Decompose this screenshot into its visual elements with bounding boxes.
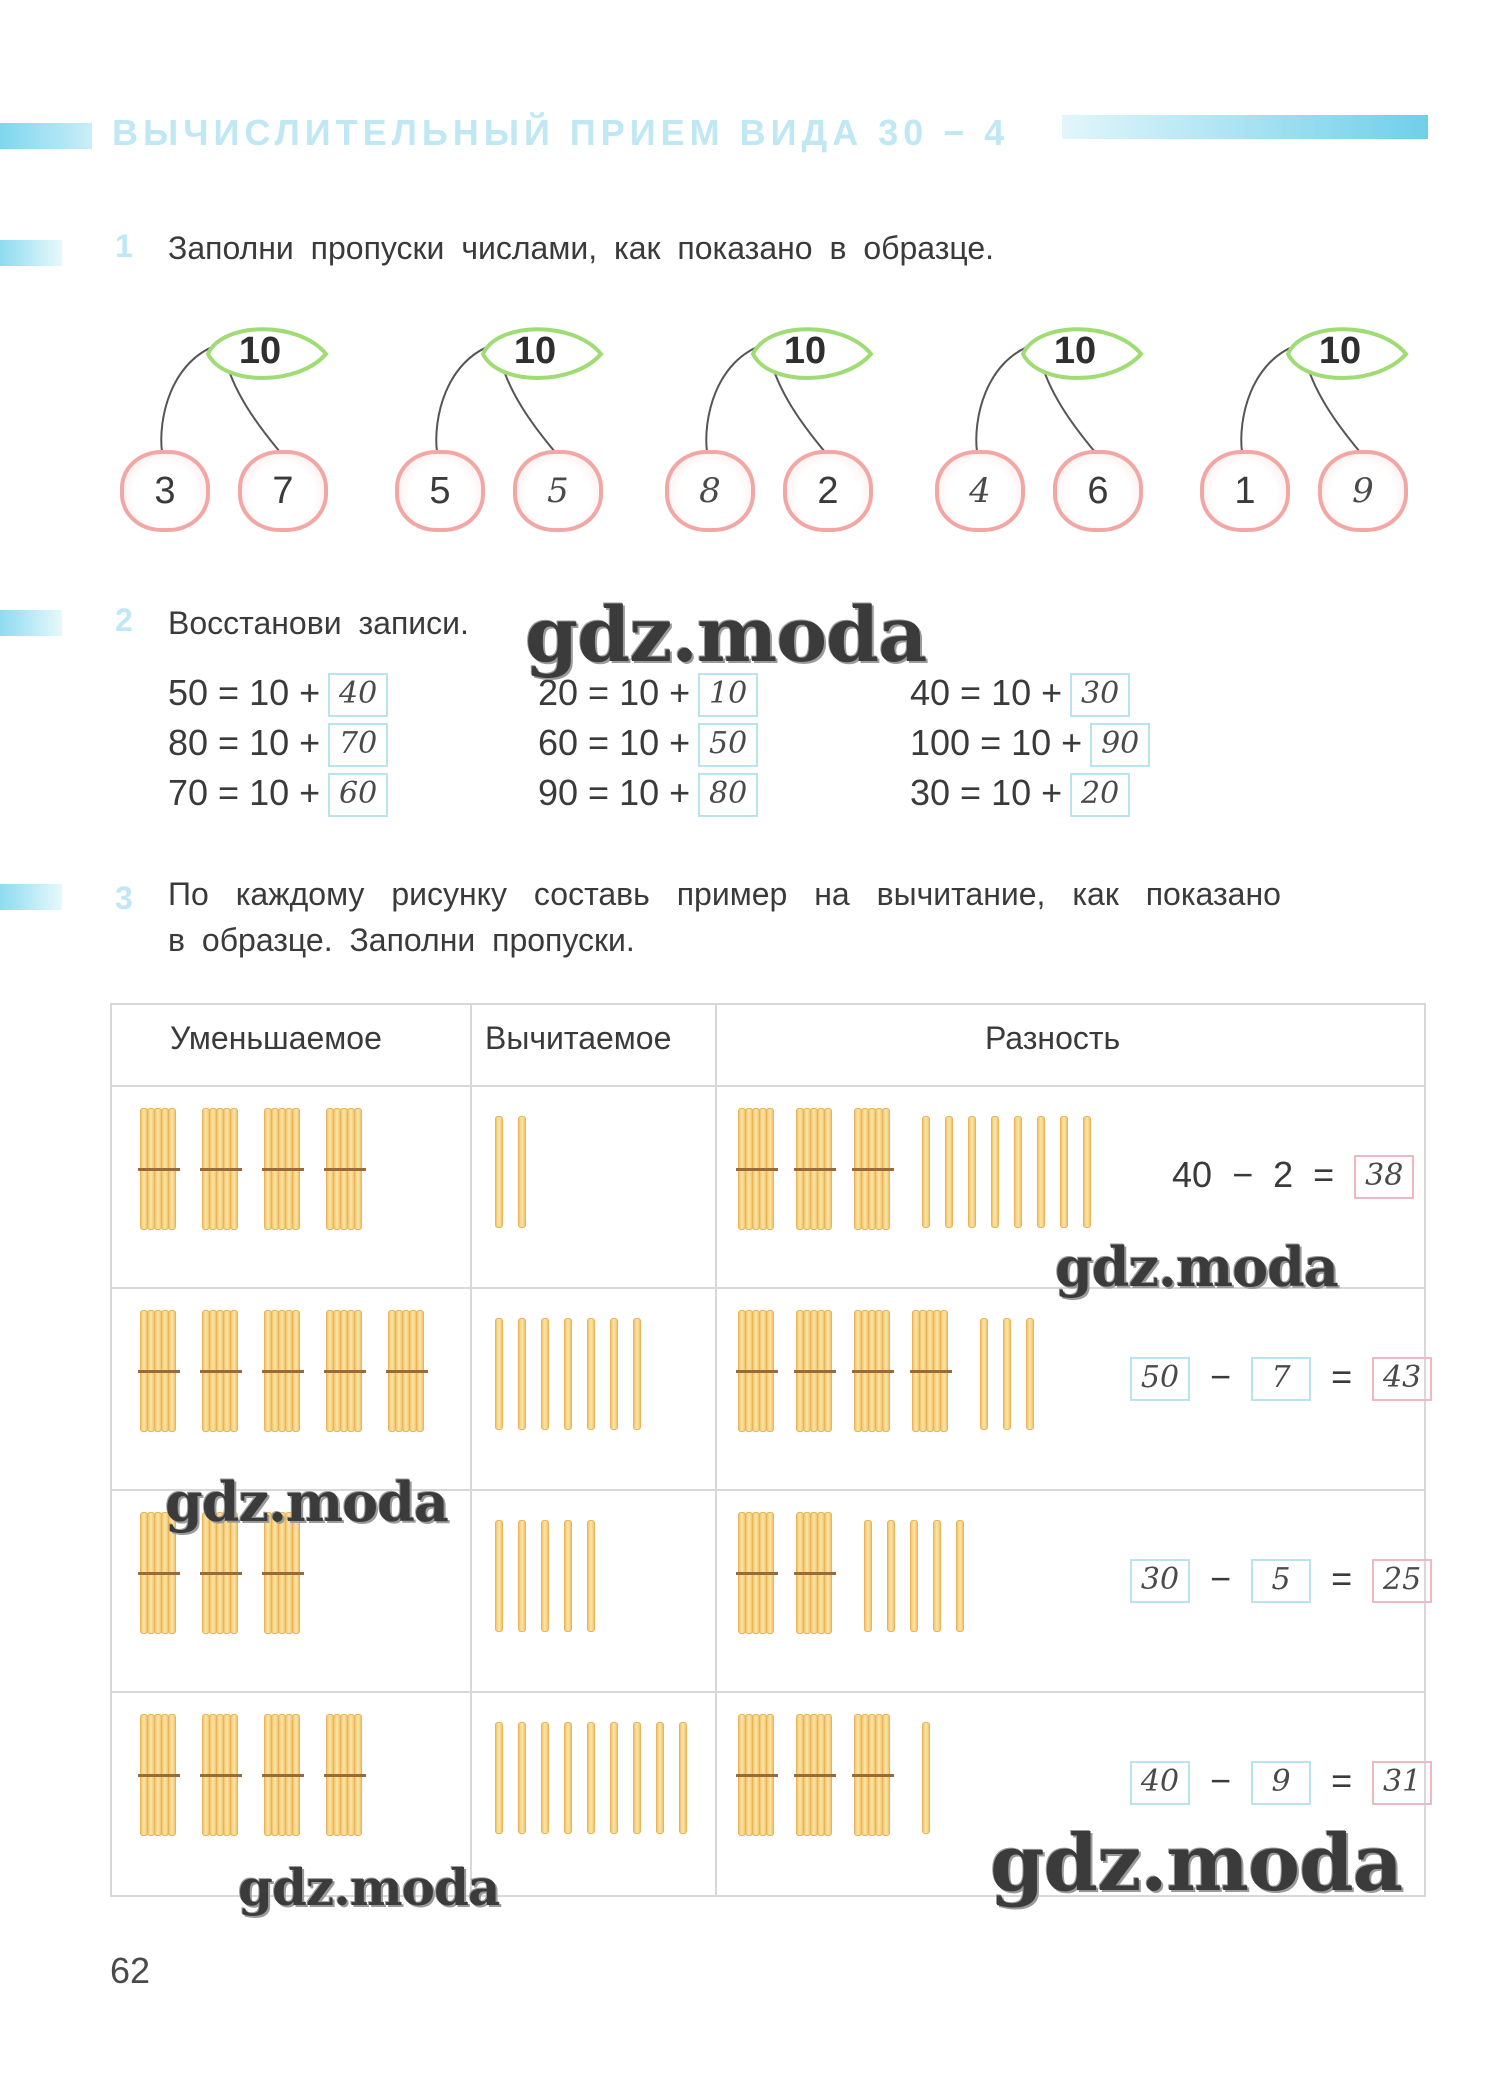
leaf-value: 10	[513, 330, 557, 372]
watermark: gdz.moda	[238, 1858, 500, 1917]
bundle-band	[138, 1168, 180, 1171]
task-3-text-line2: в образце. Заполни пропуски.	[168, 922, 635, 958]
cherry-pair	[110, 320, 370, 540]
bundle-band	[262, 1370, 304, 1373]
subtraction-example	[1130, 1760, 1432, 1805]
bundle-band	[736, 1370, 778, 1373]
cherry-right[interactable]: 5	[513, 450, 603, 532]
cherry-left: 5	[395, 450, 485, 532]
bundle-band	[852, 1774, 894, 1777]
stick-bundle-icon	[796, 1714, 834, 1836]
equation-expr: 30 = 10 +	[910, 772, 1063, 813]
equation-expr: 100 = 10 +	[910, 722, 1083, 763]
stick-bundle-icon	[854, 1108, 892, 1230]
stick-icon	[518, 1116, 526, 1228]
stick-icon	[1026, 1318, 1034, 1430]
bundle-band	[324, 1774, 366, 1777]
stick-bundle-icon	[738, 1108, 776, 1230]
stick-icon	[610, 1722, 618, 1834]
bundle-band	[736, 1774, 778, 1777]
header-difference: Разность	[985, 1020, 1121, 1056]
stick-icon	[968, 1116, 976, 1228]
equation-expr: 60 = 10 +	[538, 722, 691, 763]
cherry-left[interactable]: 4	[935, 450, 1025, 532]
bundle-band	[200, 1572, 242, 1575]
cherry-pair	[925, 320, 1185, 540]
stick-icon	[518, 1318, 526, 1430]
bundle-band	[262, 1774, 304, 1777]
task-2-number: 2	[115, 602, 133, 638]
equation-answer-box[interactable]: 60	[328, 773, 388, 817]
equals-sign: =	[1331, 1558, 1353, 1599]
watermark: gdz.moda	[165, 1470, 448, 1534]
stick-icon	[495, 1520, 503, 1632]
stick-icon	[633, 1318, 641, 1430]
stick-icon	[1060, 1116, 1068, 1228]
bundle-band	[200, 1370, 242, 1373]
cherry-pair	[1190, 320, 1450, 540]
stick-bundle-icon	[202, 1310, 240, 1432]
equation-answer-box[interactable]: 40	[328, 673, 388, 717]
equation	[538, 722, 758, 767]
stick-bundle-icon	[326, 1310, 364, 1432]
minus-sign: −	[1210, 1760, 1232, 1801]
cherry-pair	[655, 320, 915, 540]
minus-sign: −	[1210, 1558, 1232, 1599]
stick-icon	[587, 1520, 595, 1632]
equation-expr: 70 = 10 +	[168, 772, 321, 813]
leaf-value: 10	[783, 330, 827, 372]
stick-icon	[541, 1520, 549, 1632]
minus-sign: −	[1210, 1356, 1232, 1397]
equation-answer-box[interactable]: 90	[1090, 723, 1150, 767]
stick-bundle-icon	[738, 1512, 776, 1634]
minuend-box[interactable]: 40	[1130, 1761, 1190, 1805]
cherry-pair	[385, 320, 645, 540]
cherry-left: 3	[120, 450, 210, 532]
bundle-band	[200, 1774, 242, 1777]
stick-bundle-icon	[140, 1310, 178, 1432]
stick-bundle-icon	[738, 1714, 776, 1836]
equation	[910, 672, 1130, 717]
equals-sign: =	[1331, 1356, 1353, 1397]
stick-bundle-icon	[326, 1108, 364, 1230]
equation-answer-box[interactable]: 30	[1070, 673, 1130, 717]
stick-icon	[1037, 1116, 1045, 1228]
stick-bundle-icon	[854, 1714, 892, 1836]
result-box[interactable]: 38	[1354, 1155, 1414, 1199]
stick-icon	[864, 1520, 872, 1632]
task-2-text: Восстанови записи.	[168, 605, 469, 641]
stick-icon	[1014, 1116, 1022, 1228]
leaf-value: 10	[1053, 330, 1097, 372]
header-subtrahend: Вычитаемое	[485, 1020, 672, 1056]
subtrahend-box[interactable]: 7	[1251, 1357, 1311, 1401]
stick-icon	[518, 1520, 526, 1632]
stick-bundle-icon	[738, 1310, 776, 1432]
task-3-number: 3	[115, 880, 133, 916]
task-3-tab	[0, 884, 62, 910]
bundle-band	[794, 1370, 836, 1373]
result-box[interactable]: 31	[1372, 1761, 1432, 1805]
stick-icon	[1083, 1116, 1091, 1228]
equation-answer-box[interactable]: 20	[1070, 773, 1130, 817]
stick-icon	[564, 1722, 572, 1834]
equation	[168, 722, 388, 767]
stick-icon	[945, 1116, 953, 1228]
minuend-box[interactable]: 50	[1130, 1357, 1190, 1401]
cherry-right: 2	[783, 450, 873, 532]
bundle-band	[138, 1774, 180, 1777]
minus-sign: −	[1232, 1154, 1254, 1195]
subtrahend-box[interactable]: 5	[1251, 1559, 1311, 1603]
result-box[interactable]: 25	[1372, 1559, 1432, 1603]
cherry-right: 7	[238, 450, 328, 532]
header-band-left	[0, 123, 92, 149]
task-3-text-line1: По каждому рисунку составь пример на вычитание, как показано	[168, 876, 1281, 912]
stick-icon	[933, 1520, 941, 1632]
bundle-band	[794, 1572, 836, 1575]
watermark: gdz.moda	[1055, 1235, 1338, 1299]
bundle-band	[262, 1572, 304, 1575]
task-1-tab	[0, 240, 62, 266]
stick-bundle-icon	[140, 1108, 178, 1230]
task-1-number: 1	[115, 228, 133, 264]
stick-icon	[991, 1116, 999, 1228]
stick-bundle-icon	[796, 1512, 834, 1634]
bundle-band	[852, 1370, 894, 1373]
stick-bundle-icon	[202, 1714, 240, 1836]
stick-icon	[922, 1722, 930, 1834]
bundle-band	[910, 1370, 952, 1373]
equation	[168, 772, 388, 817]
equation-expr: 40 = 10 +	[910, 672, 1063, 713]
result-box[interactable]: 43	[1372, 1357, 1432, 1401]
stick-icon	[656, 1722, 664, 1834]
stick-icon	[956, 1520, 964, 1632]
bundle-band	[736, 1168, 778, 1171]
header-band-right	[1062, 115, 1428, 139]
bundle-band	[138, 1572, 180, 1575]
equation	[910, 722, 1150, 767]
watermark: gdz.moda	[525, 590, 927, 679]
equals-sign: =	[1313, 1154, 1335, 1195]
equation-answer-box[interactable]: 50	[698, 723, 758, 767]
equation-expr: 50 = 10 +	[168, 672, 321, 713]
bundle-band	[138, 1370, 180, 1373]
cherry-right[interactable]: 9	[1318, 450, 1408, 532]
bundle-band	[852, 1168, 894, 1171]
equals-sign: =	[1331, 1760, 1353, 1801]
stick-bundle-icon	[796, 1108, 834, 1230]
page-number: 62	[110, 1950, 151, 1991]
stick-icon	[980, 1318, 988, 1430]
stick-bundle-icon	[264, 1108, 302, 1230]
stick-bundle-icon	[796, 1310, 834, 1432]
cherry-left: 1	[1200, 450, 1290, 532]
equation	[538, 772, 758, 817]
stick-icon	[495, 1116, 503, 1228]
stick-bundle-icon	[912, 1310, 950, 1432]
subtraction-example	[1130, 1356, 1432, 1401]
stick-icon	[495, 1722, 503, 1834]
stick-bundle-icon	[140, 1714, 178, 1836]
stick-icon	[1003, 1318, 1011, 1430]
task-2-tab	[0, 610, 62, 636]
watermark: gdz.moda	[990, 1818, 1403, 1909]
stick-icon	[887, 1520, 895, 1632]
stick-bundle-icon	[202, 1108, 240, 1230]
leaf-value: 10	[1318, 330, 1362, 372]
bundle-band	[794, 1168, 836, 1171]
section-title: ВЫЧИСЛИТЕЛЬНЫЙ ПРИЕМ ВИДА 30 − 4	[112, 112, 1010, 153]
bundle-band	[736, 1572, 778, 1575]
bundle-band	[262, 1168, 304, 1171]
subtrahend-box[interactable]: 9	[1251, 1761, 1311, 1805]
stick-icon	[564, 1520, 572, 1632]
stick-icon	[587, 1722, 595, 1834]
equation-expr: 20 = 10 +	[538, 672, 691, 713]
stick-icon	[610, 1318, 618, 1430]
stick-bundle-icon	[326, 1714, 364, 1836]
stick-icon	[633, 1722, 641, 1834]
equation-expr: 80 = 10 +	[168, 722, 321, 763]
bundle-band	[794, 1774, 836, 1777]
stick-icon	[541, 1318, 549, 1430]
bundle-band	[324, 1168, 366, 1171]
stick-icon	[587, 1318, 595, 1430]
equation	[910, 772, 1130, 817]
equation-answer-box[interactable]: 70	[328, 723, 388, 767]
stick-icon	[679, 1722, 687, 1834]
cherry-right: 6	[1053, 450, 1143, 532]
subtraction-example	[1172, 1154, 1414, 1199]
subtrahend-value: 2	[1273, 1154, 1294, 1195]
cherry-left[interactable]: 8	[665, 450, 755, 532]
stick-bundle-icon	[264, 1310, 302, 1432]
equation-answer-box[interactable]: 80	[698, 773, 758, 817]
task-1-text: Заполни пропуски числами, как показано в образце.	[168, 230, 995, 266]
bundle-band	[324, 1370, 366, 1373]
leaf-value: 10	[238, 330, 282, 372]
stick-bundle-icon	[388, 1310, 426, 1432]
stick-icon	[518, 1722, 526, 1834]
stick-icon	[922, 1116, 930, 1228]
stick-icon	[564, 1318, 572, 1430]
equation-answer-box[interactable]: 10	[698, 673, 758, 717]
subtraction-example	[1130, 1558, 1432, 1603]
equation-expr: 90 = 10 +	[538, 772, 691, 813]
minuend-box[interactable]: 30	[1130, 1559, 1190, 1603]
stick-bundle-icon	[854, 1310, 892, 1432]
minuend-value: 40	[1172, 1154, 1213, 1195]
header-minuend: Уменьшаемое	[170, 1020, 382, 1056]
stick-icon	[910, 1520, 918, 1632]
bundle-band	[200, 1168, 242, 1171]
bundle-band	[386, 1370, 428, 1373]
stick-icon	[541, 1722, 549, 1834]
equation	[168, 672, 388, 717]
stick-bundle-icon	[264, 1714, 302, 1836]
stick-icon	[495, 1318, 503, 1430]
